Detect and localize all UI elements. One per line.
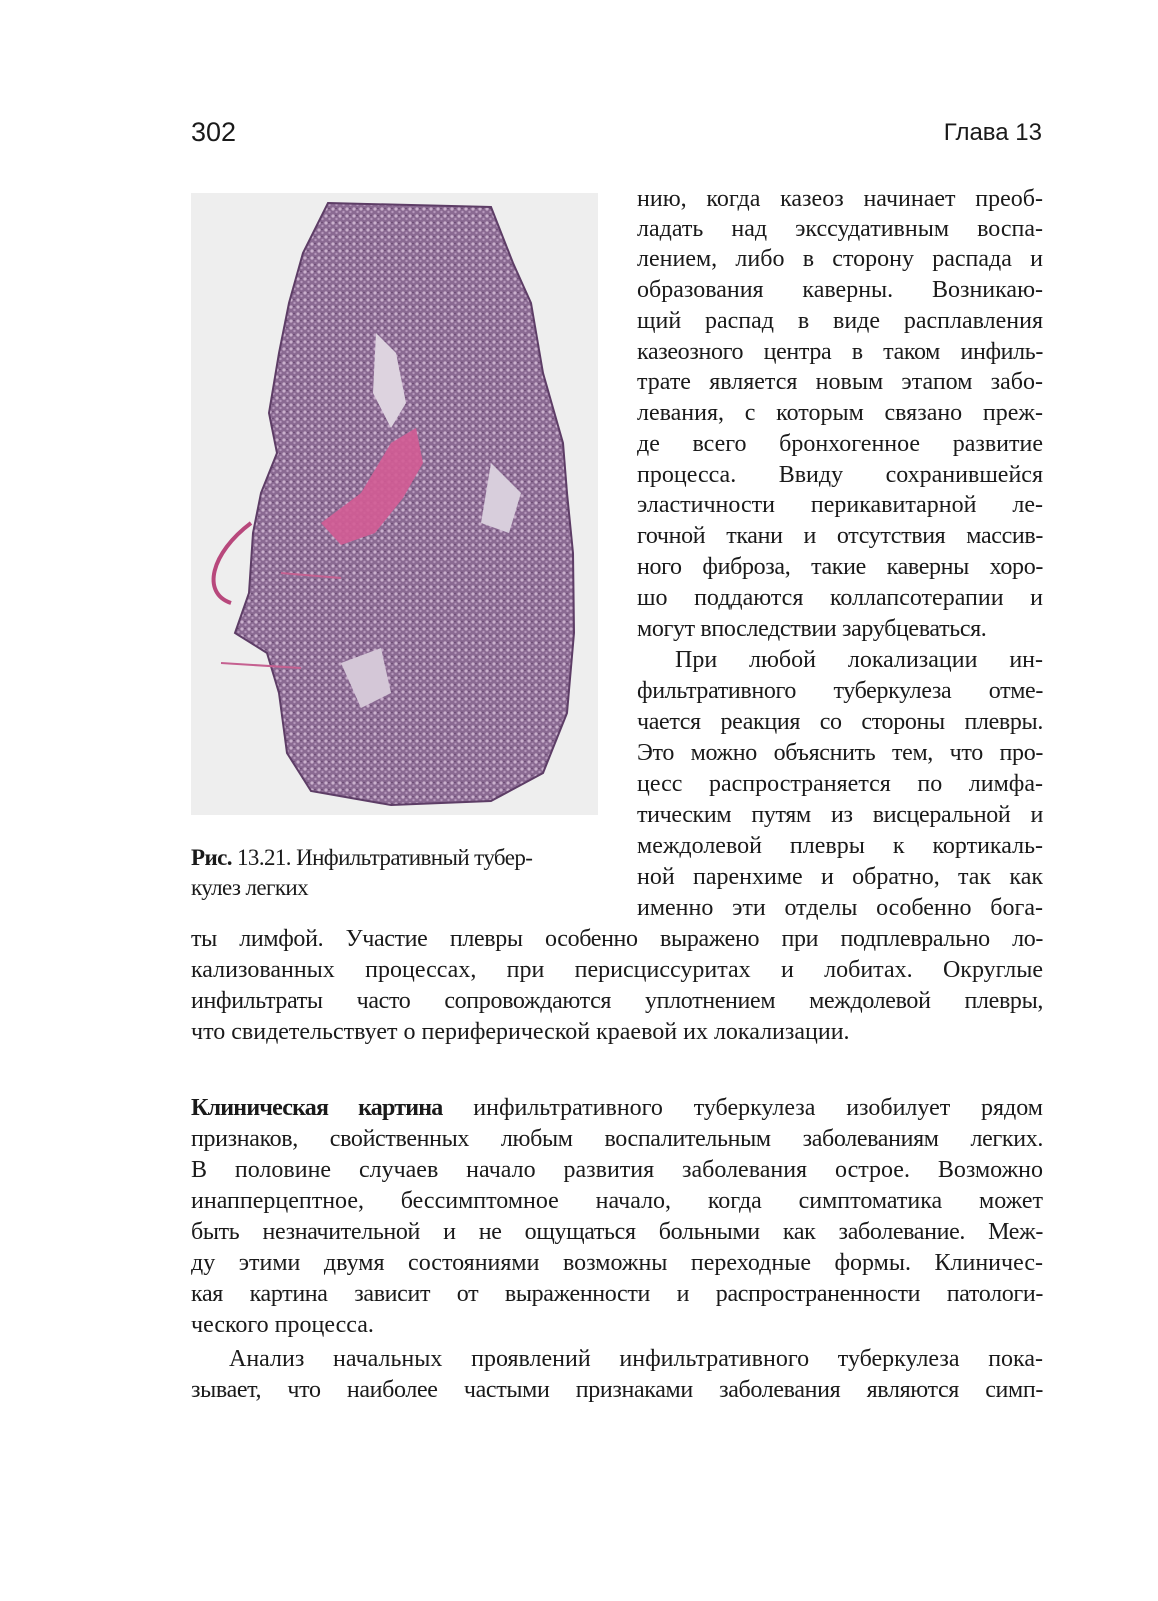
text-line: быть незначительной и не ощущаться больными как заболевание. Меж- [191, 1219, 1043, 1245]
text-line: В половине случаев начало развития заболевания острое. Возможно [191, 1157, 1043, 1183]
text-line: щий распад в виде расплавления [637, 308, 1043, 334]
text-line: образования каверны. Возникаю- [637, 277, 1043, 303]
text-line: фильтративного туберкулеза отме- [637, 678, 1043, 704]
clinical-first-line [191, 1093, 1043, 1123]
text-line: гочной ткани и отсутствия массив- [637, 523, 1043, 549]
page-number: 302 [191, 117, 237, 147]
text-line: Это можно объяснить тем, что про- [637, 740, 1043, 766]
histology-figure [191, 193, 598, 815]
text-line: ду этими двумя состояниями возможны переходные формы. Клиничес- [191, 1250, 1043, 1276]
text-line: инапперцептное, бессимптомное начало, когда симптоматика может [191, 1188, 1043, 1214]
text-line: казеозного центра в таком инфиль- [637, 339, 1043, 365]
caption-label: Рис. [191, 845, 232, 870]
text-line: именно эти отделы особенно бога- [637, 895, 1043, 921]
text-line: ного фиброза, такие каверны хоро- [637, 554, 1043, 580]
text-line: лением, либо в сторону распада и [637, 246, 1043, 272]
text-line: де всего бронхогенное развитие [637, 431, 1043, 457]
text-line: тическим путям из висцеральной и [637, 802, 1043, 828]
text-line: кая картина зависит от выраженности и распространенности патологи- [191, 1281, 1043, 1307]
caption-line-2: кулез легких [191, 875, 309, 900]
text-line: шо поддаются коллапсотерапии и [637, 585, 1043, 611]
text-line: нию, когда казеоз начинает преоб- [637, 186, 1043, 212]
text-line: ной паренхиме и обратно, так как [637, 864, 1043, 890]
text-line: чается реакция со стороны плевры. [637, 709, 1043, 735]
text-line: что свидетельствует о периферической краевой их локализации. [191, 1019, 850, 1045]
text-line: цесс распространяется по лимфа- [637, 771, 1043, 797]
text-line: зывает, что наиболее частыми признаками заболевания являются симп- [191, 1377, 1043, 1403]
text-line: кализованных процессах, при перисциссуритах и лобитах. Округлые [191, 957, 1043, 983]
figure-caption [191, 843, 601, 903]
text-line: Анализ начальных проявлений инфильтративного туберкулеза пока- [229, 1346, 1043, 1372]
clinical-heading: Клиническая картина [191, 1095, 443, 1121]
text-line: могут впоследствии зарубцеваться. [637, 616, 987, 642]
lung-section-image [191, 193, 598, 815]
text-line: При любой локализации ин- [675, 647, 1043, 673]
clinical-first-line-rest: инфильтративного туберкулеза изобилует рядом [442, 1095, 1043, 1121]
text-line: процесса. Ввиду сохранившейся [637, 462, 1043, 488]
text-line: признаков, свойственных любым воспалительным заболеваниям легких. [191, 1126, 1043, 1152]
text-line: ладать над экссудативным воспа- [637, 216, 1043, 242]
text-line: левания, с которым связано преж- [637, 400, 1043, 426]
chapter-title: Глава 13 [943, 119, 1042, 146]
text-line: ты лимфой. Участие плевры особенно выражено при подплеврально ло- [191, 926, 1043, 952]
text-line: инфильтраты часто сопровождаются уплотнением междолевой плевры, [191, 988, 1043, 1014]
text-line: междолевой плевры к кортикаль- [637, 833, 1043, 859]
text-line: трате является новым этапом забо- [637, 369, 1043, 395]
text-line: эластичности перикавитарной ле- [637, 492, 1043, 518]
caption-text: 13.21. Инфильтративный тубер- [231, 845, 533, 870]
text-line: ческого процесса. [191, 1312, 374, 1338]
